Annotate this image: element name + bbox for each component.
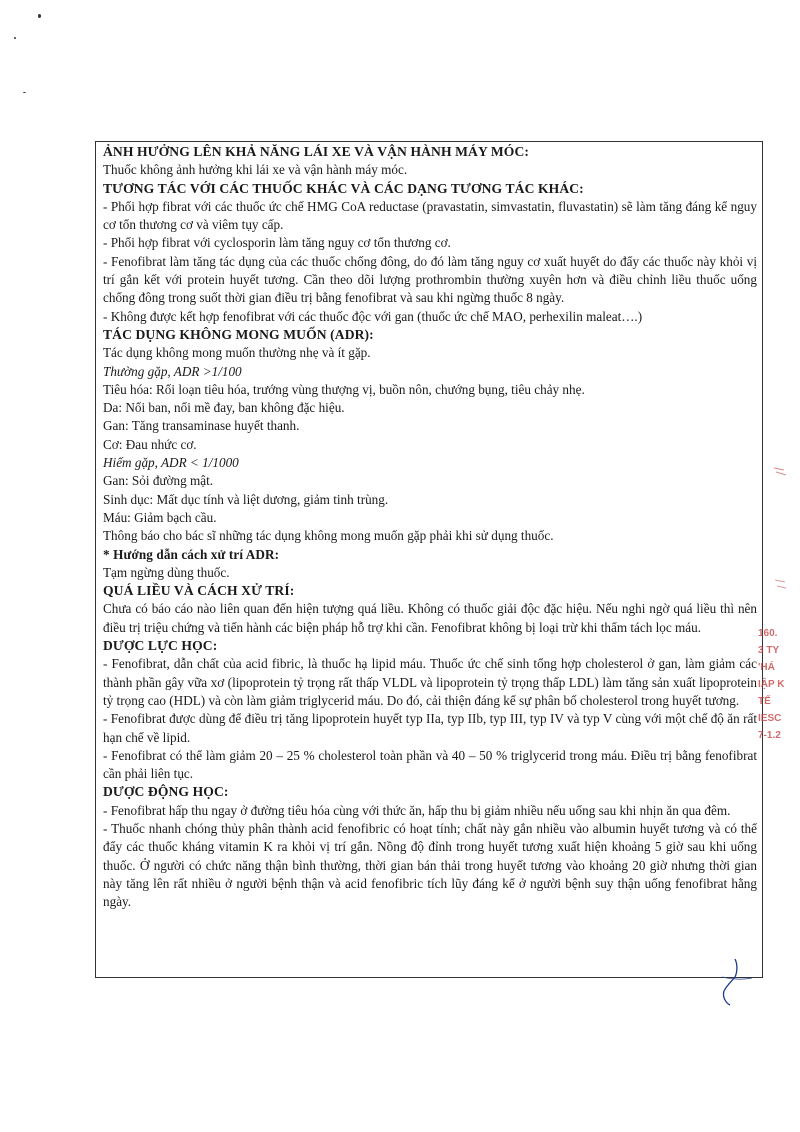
paragraph: - Thuốc nhanh chóng thủy phân thành acid fenofibric có hoạt tính; chất này gắn nhiều vào albumin huyết tương và có thể đẩy các thuốc kháng vitamin K ra khỏi vị trí gắn. Nồng độ đỉnh trong huyết tương xuất hiện khoảng 5 giờ sau khi uống thuốc. Ở người có chức năng thận bình thường, thời gian bán thải trong huyết tương vào khoảng 20 giờ nhưng thời gian này tăng lên rất nhiều ở người bệnh thận và acid fenofibric tích lũy đáng kể ở người bệnh suy thận uống fenofibrat hằng ngày. <box>103 820 757 910</box>
paragraph: - Không được kết hợp fenofibrat với các thuốc độc với gan (thuốc ức chế MAO, perhexilin maleat….) <box>103 308 643 324</box>
margin-marks <box>770 460 790 600</box>
paragraph: Tiêu hóa: Rối loạn tiêu hóa, trướng vùng thượng vị, buồn nôn, chướng bụng, tiêu chảy nhẹ. <box>103 381 585 397</box>
paragraph: - Fenofibrat làm tăng tác dụng của các thuốc chống đông, do đó làm tăng nguy cơ xuất huyết do đẩy các thuốc này khỏi vị trí gắn kết với protein huyết tương. Cần theo dõi lượng prothrombin thường xuyên hơn và điều chỉnh liều thuốc uống chống đông trong suốt thời gian điều trị bằng fenofibrat và sau khi ngừng thuốc 8 ngày. <box>103 253 757 306</box>
paragraph: Tạm ngừng dùng thuốc. <box>103 564 230 580</box>
paragraph: Gan: Tăng transaminase huyết thanh. <box>103 418 300 434</box>
signature-mark <box>718 955 758 1015</box>
stamp-text: 7-1.2 <box>758 730 781 741</box>
stamp-text: 160. <box>758 628 778 639</box>
frequency-label: Hiếm gặp, ADR < 1/1000 <box>103 455 239 471</box>
paragraph: - Phối hợp fibrat với các thuốc ức chế HMG CoA reductase (pravastatin, simvastatin, fluvastatin) sẽ làm tăng đáng kể nguy cơ tổn thương cơ và viêm tụy cấp. <box>103 198 757 233</box>
section-heading: ẢNH HƯỞNG LÊN KHẢ NĂNG LÁI XE VÀ VẬN HÀNH MÁY MÓC: <box>103 144 530 159</box>
paragraph: Chưa có báo cáo nào liên quan đến hiện tượng quá liều. Không có thuốc giải độc đặc hiệu. Nếu nghi ngờ quá liều thì nên điều trị triệu chứng và tiến hành các biện pháp hỗ trợ khi cần. Fenofibrat không bị loại trừ khi thẩm tách lọc máu. <box>103 601 757 635</box>
paragraph: Tác dụng không mong muốn thường nhẹ và ít gặp. <box>103 345 371 361</box>
section-heading: DƯỢC ĐỘNG HỌC: <box>103 784 229 800</box>
content-box <box>95 141 763 978</box>
stamp-text: IESC <box>758 713 782 724</box>
paragraph: Máu: Giảm bạch cầu. <box>103 509 217 525</box>
stamp-text: TẾ <box>758 696 771 707</box>
paragraph: - Fenofibrat được dùng để điều trị tăng lipoprotein huyết typ IIa, typ IIb, typ III, typ IV và typ V cùng với một chế độ ăn rất hạn chế về lipid. <box>103 711 757 745</box>
scan-speck <box>14 37 16 39</box>
paragraph: Cơ: Đau nhức cơ. <box>103 436 197 452</box>
paragraph: Gan: Sỏi đường mật. <box>103 473 214 489</box>
stamp-text: IẬP K <box>758 679 785 690</box>
section-heading: QUÁ LIỀU VÀ CÁCH XỬ TRÍ: <box>103 583 295 599</box>
paragraph: - Fenofibrat có thể làm giảm 20 – 25 % cholesterol toàn phần và 40 – 50 % triglycerid trong máu. Điều trị bằng fenofibrat cần phải liên tục. <box>103 747 757 782</box>
stamp-text: 'HÁ <box>758 662 775 673</box>
paragraph: Sinh dục: Mất dục tính và liệt dương, giảm tinh trùng. <box>103 491 389 507</box>
frequency-label: Thường gặp, ADR >1/100 <box>103 363 242 379</box>
paragraph: Da: Nổi ban, nổi mề đay, ban không đặc hiệu. <box>103 400 345 416</box>
paragraph: - Fenofibrat hấp thu ngay ở đường tiêu hóa cùng với thức ăn, hấp thu bị giảm nhiều nếu uống sau khi nhịn ăn qua đêm. <box>103 802 731 818</box>
section-heading: TÁC DỤNG KHÔNG MONG MUỐN (ADR): <box>103 326 374 342</box>
section-heading: DƯỢC LỰC HỌC: <box>103 638 218 654</box>
scan-speck <box>38 14 41 18</box>
company-stamp-fragment <box>758 625 800 785</box>
scan-speck <box>23 92 26 93</box>
paragraph: Thông báo cho bác sĩ những tác dụng không mong muốn gặp phải khi sử dụng thuốc. <box>103 528 554 544</box>
section-heading: TƯƠNG TÁC VỚI CÁC THUỐC KHÁC VÀ CÁC DẠNG TƯƠNG TÁC KHÁC: <box>103 180 584 196</box>
paragraph: - Fenofibrat, dẫn chất của acid fibric, là thuốc hạ lipid máu. Thuốc ức chế sinh tổng hợp cholesterol ở gan, làm giảm các thành phần gây vữa xơ (lipoprotein tỷ trọng rất thấp VLDL và lipoprotein tỷ trọng thấp LDL) làm tăng sản xuất lipoprotein tỷ trọng cao (HDL) và còn làm giảm triglycerid máu. Do đó, cải thiện đáng kể sự phân bố cholesterol trong huyết tương. <box>103 656 757 708</box>
paragraph: - Phối hợp fibrat với cyclosporin làm tăng nguy cơ tổn thương cơ. <box>103 235 451 251</box>
paragraph: Thuốc không ảnh hưởng khi lái xe và vận hành máy móc. <box>103 162 408 178</box>
stamp-text: 3 TY <box>758 645 780 656</box>
section-subheading: * Hướng dẫn cách xử trí ADR: <box>103 546 280 562</box>
